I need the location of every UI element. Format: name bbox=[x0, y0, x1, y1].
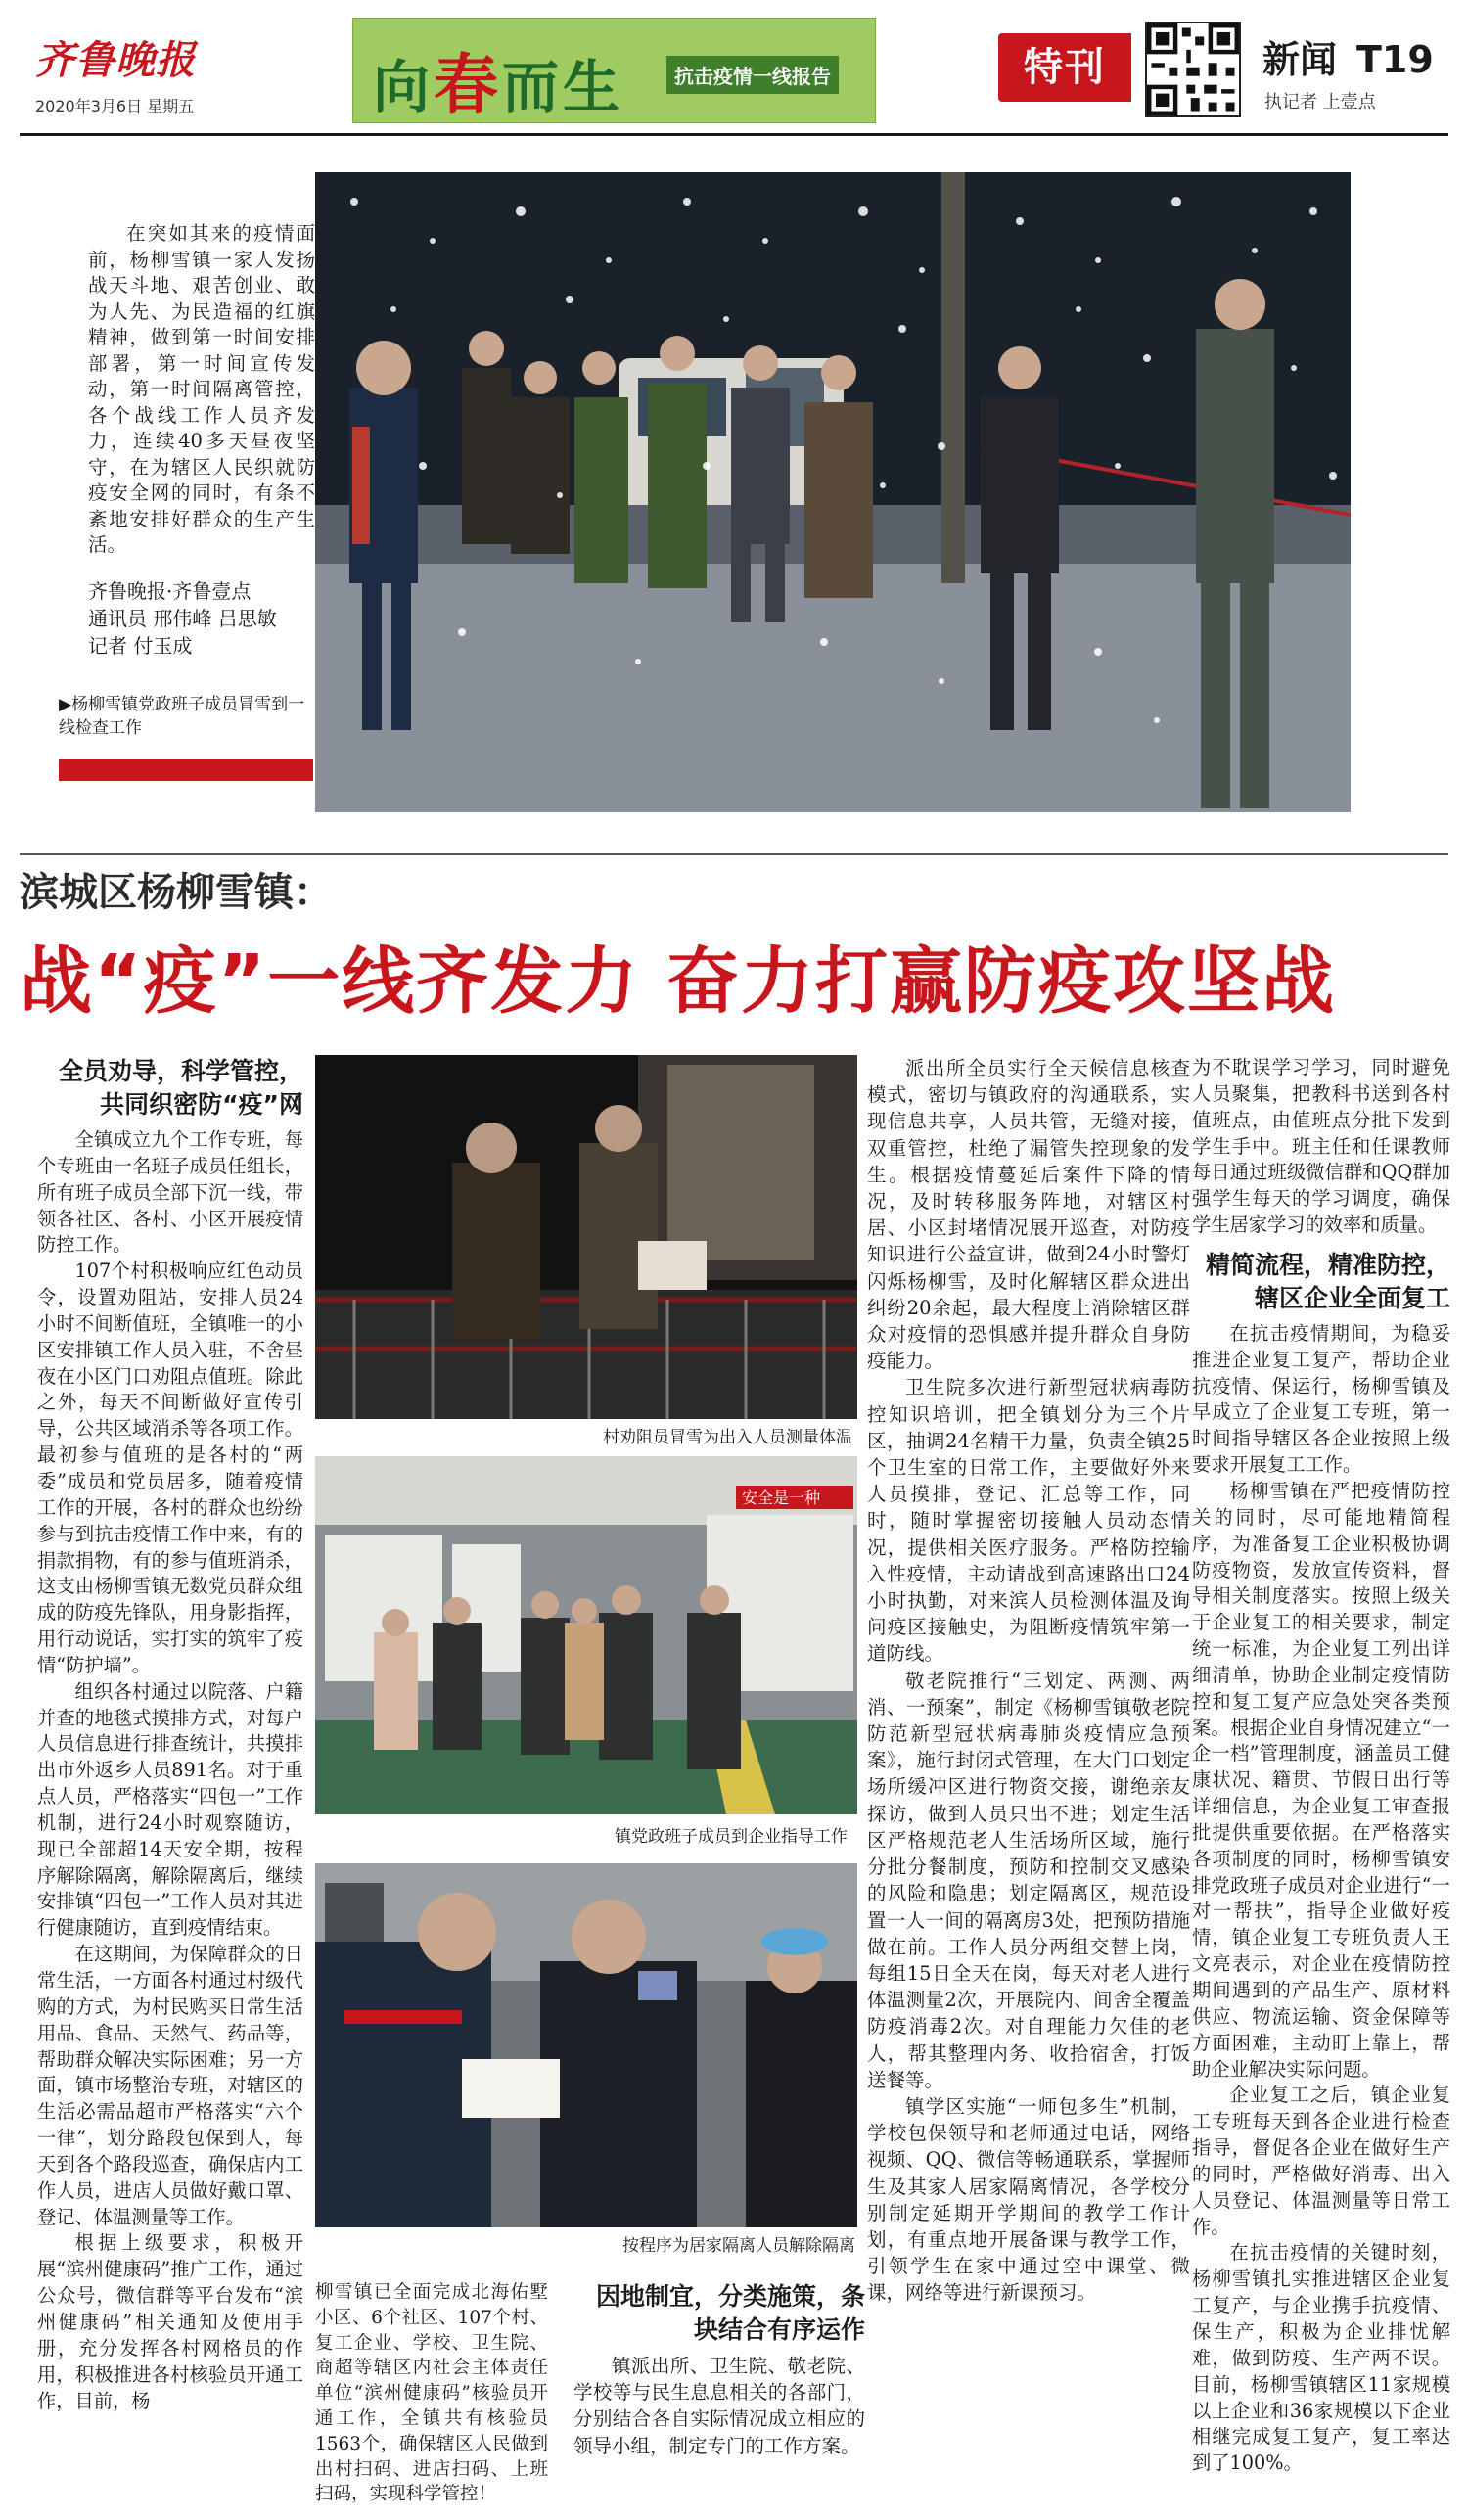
article-column-4 bbox=[1192, 1055, 1450, 2477]
paragraph: 在抗击疫情期间，为稳妥推进企业复工复产，帮助企业抗疫情、保运行，杨柳雪镇及早成立了企业复工专班，第一时间指导辖区各企业按照上级要求开展复工工作。 bbox=[1192, 1321, 1450, 1477]
article-column-2 bbox=[315, 2280, 548, 2507]
byline bbox=[88, 577, 315, 660]
paragraph: 企业复工之后，镇企业复工专班每天到各企业进行检查指导，督促各企业在做好生产的同时，严格做好消毒、出入人员登记、体温测量等日常工作。 bbox=[1192, 2084, 1450, 2238]
red-accent-bar bbox=[59, 759, 313, 781]
banner-title bbox=[373, 32, 623, 125]
paragraph: 根据上级要求，积极开展“滨州健康码”推广工作，通过公众号，微信群等平台发布“滨州健康码”相关通知及使用手册，充分发挥各村网格员的作用，积极推进各村核验员开通工作，目前，杨 bbox=[37, 2231, 303, 2412]
photo-enterprise-visit bbox=[315, 1456, 857, 1814]
subhead-1: 全员劝导，科学管控，共同织密防“疫”网 bbox=[58, 1057, 303, 1119]
paragraph: 派出所全员实行全天候信息核查模式，密切与镇政府的沟通联系，实现信息共享，人员共管，无缝对接，双重管控，杜绝了漏管失控现象的发生。根据疫情蔓延后案件下降的情况，及时转移服务阵地，对辖区村居、小区封堵情况展开巡查，对防疫知识进行公益宣讲，做到24小时警灯闪烁杨柳雪，及时化解辖区群众进出纠纷20余起，最大程度上消除辖区群众对疫情的恐惧感并提升群众自身防疫能力。 bbox=[867, 1057, 1190, 1373]
paragraph: 全镇成立九个工作专班，每个专班由一名班子成员任组长，所有班子成员全部下沉一线，带领各社区、各村、小区开展疫情防控工作。 bbox=[37, 1128, 303, 1257]
paragraph: 敬老院推行“三划定、两测、两消、一预案”，制定《杨柳雪镇敬老院防范新型冠状病毒肺炎疫情应急预案》，施行封闭式管理，在大门口划定场所缓冲区进行物资交接，谢绝亲友探访，做到人员只出不进；划定生活区严格规范老人生活场所区域，施行分批分餐制度，预防和控制交叉感染的风险和隐患；划定隔离区，规范设置一人一间的隔离房3处，把预防措施做在前。工作人员分两组交替上岗，每组15日全天在岗，每天对老人进行体温测量2次，开展院内、间舍全覆盖防疫消毒2次。对自理能力欠佳的老人，帮其整理内务、收拾宿舍，打饭送餐等。 bbox=[867, 1669, 1190, 2091]
paragraph: 107个村积极响应红色动员令，设置劝阻站，安排人员24小时不间断值班，全镇唯一的小区安排镇工作人员入驻，不舍昼夜在小区门口劝阻点值班。除此之外，每天不间断做好宣传引导，公共区域消杀等各项工作。最初参与值班的是各村的“两委”成员和党员居多，随着疫情工作的开展，各村的群众也纷纷参与到抗击疫情工作中来，有的捐款捐物，有的参与值班消杀，这支由杨柳雪镇无数党员群众组成的防疫先锋队，用身影指挥，用行动说话，实打实的筑牢了疫情“防护墙”。 bbox=[37, 1260, 303, 1676]
qr-code-icon bbox=[1145, 22, 1241, 117]
banner-title-part: 向 bbox=[373, 54, 435, 120]
lead-paragraph: 在突如其来的疫情面前，杨柳雪镇一家人发扬战天斗地、艰苦创业、敢为人先、为民造福的红旗精神，做到第一时间安排部署，第一时间宣传发动，第一时间隔离管控，各个战线工作人员齐发力，连续40多天昼夜坚守，在为辖区人民织就防疫安全网的同时，有条不紊地安排好群众的生产生活。 bbox=[88, 222, 315, 556]
headline-divider bbox=[20, 853, 1448, 855]
paragraph: 组织各村通过以院落、户籍并查的地毯式摸排方式，对每户人员信息进行排查统计，共摸排出市外返乡人员891名。对于重点人员，严格落实“四包一”工作机制，进行24小时观察随访，现已全部超14天安全期，按程序解除隔离，解除隔离后，继续安排镇“四包一”工作人员对其进行健康随访，直到疫情结束。 bbox=[37, 1679, 303, 1940]
masthead-divider bbox=[20, 133, 1448, 136]
article-column-3-bottom bbox=[573, 2280, 865, 2459]
paragraph: 卫生院多次进行新型冠状病毒防控知识培训，把全镇划分为三个片区，抽调24名精干力量，负责全镇25个卫生室的日常工作，主要做好外来人员摸排，登记、汇总等工作，同时，随时掌握密切接触人员动态情况，提供相关医疗服务。严格防控输入性疫情，主动请战到高速路出口24小时执勤，对来滨人员检测体温及询问疫区接触史，为阻断疫情筑牢第一道防线。 bbox=[867, 1376, 1190, 1666]
section-name: 新闻 bbox=[1262, 38, 1338, 81]
photo-caption-2: 镇党政班子成员到企业指导工作 bbox=[615, 1827, 848, 1847]
special-report-banner bbox=[352, 18, 876, 123]
safety-sign-text: 安全是一种 bbox=[742, 1489, 821, 1507]
main-photo-caption: ▶杨柳雪镇党政班子成员冒雪到一线检查工作 bbox=[59, 695, 305, 738]
paragraph: 在这期间，为保障群众的日常生活，一方面各村通过村级代购的方式，为村民购买日常生活用品、食品、天然气、药品等，帮助群众解决实际困难；另一方面，镇市场整治专班，对辖区的生活必需品超市严格落实“六个一律”，划分路段包保到人，每天到各个路段巡查，确保店内工作人员，进店人员做好戴口罩、登记、体温测量等工作。 bbox=[37, 1943, 303, 2228]
special-edition-badge: 特刊 bbox=[998, 33, 1131, 102]
editor-credits: 执记者 上壹点 bbox=[1264, 92, 1376, 113]
banner-title-highlight: 春 bbox=[434, 46, 503, 122]
article-column-3 bbox=[867, 1055, 1190, 2307]
article-column-1 bbox=[37, 1055, 303, 2414]
paragraph: 镇学区实施“一师包多生”机制，学校包保领导和老师通过电话，网络视频、QQ、微信等畅通联系，掌握师生及其家人居家隔离情况，各学校分别制定延期开学期间的教学工作计划，有重点地开展备课与教学工作，引领学生在家中通过空中课堂、微课，网络等进行新课预习。 bbox=[867, 2094, 1190, 2305]
headline-kicker: 滨城区杨柳雪镇： bbox=[20, 870, 333, 915]
subhead-3: 精简流程，精准防控，辖区企业全面复工 bbox=[1205, 1250, 1450, 1312]
photo-release-isolation bbox=[315, 1863, 857, 2227]
byline-source: 齐鲁晚报·齐鲁壹点 bbox=[88, 579, 252, 603]
main-headline: 战“疫”一线齐发力 奋力打赢防疫攻坚战 bbox=[20, 939, 1337, 1024]
main-photo-snow-inspection bbox=[315, 172, 1351, 812]
newspaper-logo: 齐鲁晚报 bbox=[35, 37, 196, 83]
photo-caption-3: 按程序为居家隔离人员解除隔离 bbox=[622, 2236, 855, 2256]
paragraph: 在抗击疫情的关键时刻，杨柳雪镇扎实推进辖区企业复工复产，与企业携手抗疫情、保生产，积极为企业排忧解难，做到防疫、生产两不误。目前，杨柳雪镇辖区11家规模以上企业和36家规模以下企业相继完成复工复产，复工率达到了100%。 bbox=[1192, 2241, 1450, 2475]
paragraph: 杨柳雪镇在严把疫情防控关的同时，尽可能地精简程序，为准备复工企业积极协调防疫物资，发放宣传资料，督导相关制度落实。按照上级关于企业复工的相关要求，制定统一标准，为企业复工列出详细清单，协助企业制定疫情防控和复工复产应急处突各类预案。根据企业自身情况建立“一企一档”管理制度，涵盖员工健康状况、籍贯、节假日出行等详细信息，为企业复工审查报批提供重要依据。在严格落实各项制度的同时，杨柳雪镇安排党政班子成员对企业进行“一对一帮扶”，指导企业做好疫情，镇企业复工专班负责人王文亮表示，对企业在疫情防控期间遇到的产品生产、原材料供应、物流运输、资金保障等方面困难，主动盯上靠上，帮助企业解决实际问题。 bbox=[1192, 1479, 1450, 2081]
publication-date: 2020年3月6日 星期五 bbox=[35, 97, 195, 115]
paragraph: 柳雪镇已全面完成北海佑墅小区、6个社区、107个村、复工企业、学校、卫生院、商超等辖区内社会主体责任单位“滨州健康码”核验员开通工作，全镇共有核验员1563个，确保辖区人民做到出村扫码、进店扫码、上班扫码，实现科学管控！ bbox=[315, 2282, 548, 2505]
page-number: T19 bbox=[1356, 38, 1434, 81]
photo-temperature-check bbox=[315, 1055, 857, 1419]
subhead-2: 因地制宜，分类施策，条块结合有序运作 bbox=[595, 2282, 865, 2344]
paragraph: 镇派出所、卫生院、敬老院、学校等与民生息息相关的各部门，分别结合各自实际情况成立相应的领导小组，制定专门的工作方案。 bbox=[573, 2355, 865, 2457]
byline-reporter: 记者 付玉成 bbox=[88, 634, 193, 658]
banner-title-part: 而生 bbox=[502, 54, 624, 120]
section-header bbox=[1262, 29, 1434, 83]
paragraph: 为不耽误学习学习，同时避免人员聚集，把教科书送到各村值班点，由值班点分批下发到学生手中。班主任和任课教师每日通过班级微信群和QQ群加强学生每天的学习调度，确保学生居家学习的效率和质量。 bbox=[1192, 1056, 1450, 1237]
byline-correspondents: 通讯员 邢伟峰 吕思敏 bbox=[88, 607, 277, 630]
banner-subtitle: 抗击疫情一线报告 bbox=[666, 56, 839, 94]
photo-caption-1: 村劝阻员冒雪为出入人员测量体温 bbox=[603, 1428, 852, 1447]
